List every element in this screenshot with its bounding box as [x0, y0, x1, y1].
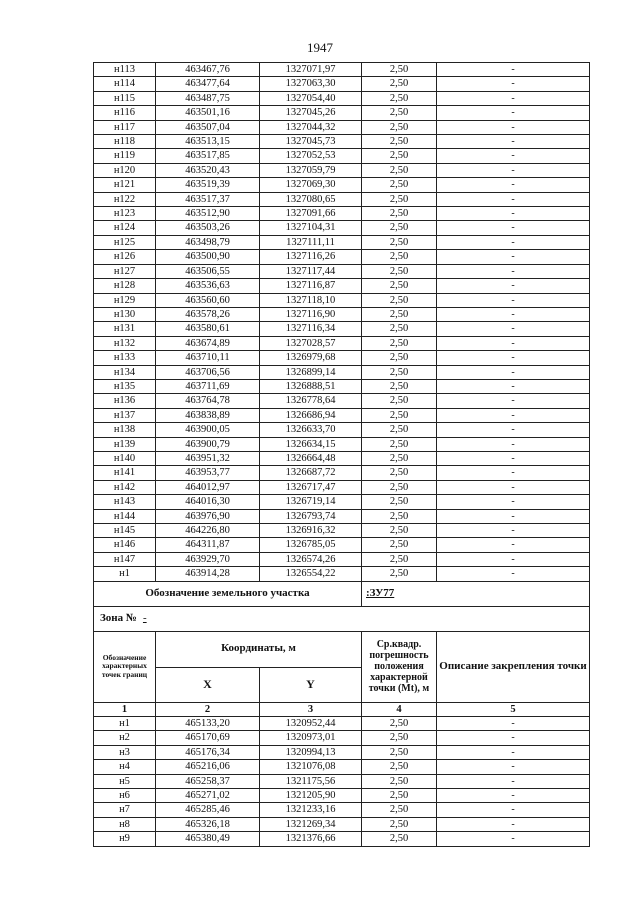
point-name-cell: н119 [94, 149, 156, 163]
x-coord-cell: 464226,80 [156, 524, 260, 538]
x-coord-cell: 463711,69 [156, 379, 260, 393]
error-cell: 2,50 [362, 567, 437, 581]
description-cell: - [437, 394, 590, 408]
x-coord-cell: 463536,63 [156, 279, 260, 293]
error-cell: 2,50 [362, 480, 437, 494]
x-coord-cell: 463501,16 [156, 106, 260, 120]
point-name-cell: н146 [94, 538, 156, 552]
x-coord-cell: 463929,70 [156, 552, 260, 566]
table-row [94, 731, 590, 745]
description-cell: - [437, 91, 590, 105]
coords-header: Координаты, м [156, 631, 362, 667]
description-cell: - [437, 379, 590, 393]
x-coord-cell: 463764,78 [156, 394, 260, 408]
y-coord-cell: 1326554,22 [260, 567, 362, 581]
point-name-cell: н3 [94, 745, 156, 759]
x-header: X [156, 667, 260, 702]
y-coord-cell: 1326785,05 [260, 538, 362, 552]
x-coord-cell: 463900,05 [156, 423, 260, 437]
y-coord-cell: 1326664,48 [260, 451, 362, 465]
x-coord-cell: 463520,43 [156, 163, 260, 177]
y-coord-cell: 1327116,34 [260, 322, 362, 336]
x-coord-cell: 464311,87 [156, 538, 260, 552]
error-cell: 2,50 [362, 832, 437, 846]
x-coord-cell: 463580,61 [156, 322, 260, 336]
table-row [94, 63, 590, 77]
y-coord-cell: 1327045,26 [260, 106, 362, 120]
y-coord-cell: 1326634,15 [260, 437, 362, 451]
description-cell: - [437, 336, 590, 350]
table-row [94, 149, 590, 163]
table-row [94, 552, 590, 566]
x-coord-cell: 463513,15 [156, 135, 260, 149]
error-cell: 2,50 [362, 466, 437, 480]
zone-label: Зона № [100, 611, 137, 624]
x-coord-cell: 465285,46 [156, 803, 260, 817]
y-coord-cell: 1327091,66 [260, 207, 362, 221]
description-cell: - [437, 293, 590, 307]
table-row [94, 91, 590, 105]
description-cell: - [437, 495, 590, 509]
y-coord-cell: 1321269,34 [260, 817, 362, 831]
y-coord-cell: 1320952,44 [260, 717, 362, 731]
error-cell: 2,50 [362, 524, 437, 538]
desc-header: Описание закрепления точки [437, 631, 590, 702]
column-number: 1 [94, 702, 156, 716]
error-cell: 2,50 [362, 77, 437, 91]
description-cell: - [437, 538, 590, 552]
point-name-cell: н130 [94, 307, 156, 321]
table-row [94, 760, 590, 774]
x-coord-cell: 464016,30 [156, 495, 260, 509]
column-number-row [94, 702, 590, 716]
table-row [94, 789, 590, 803]
parcel-section [94, 581, 590, 716]
description-cell: - [437, 106, 590, 120]
bottom-rows [94, 717, 590, 847]
point-name-cell: н138 [94, 423, 156, 437]
y-coord-cell: 1327044,32 [260, 120, 362, 134]
point-name-cell: н114 [94, 77, 156, 91]
y-coord-cell: 1327052,53 [260, 149, 362, 163]
x-coord-cell: 463506,55 [156, 264, 260, 278]
table-row [94, 379, 590, 393]
table-row [94, 207, 590, 221]
table-row [94, 817, 590, 831]
table-row [94, 235, 590, 249]
y-coord-cell: 1327104,31 [260, 221, 362, 235]
table-row [94, 336, 590, 350]
point-name-cell: н142 [94, 480, 156, 494]
x-coord-cell: 463560,60 [156, 293, 260, 307]
table-row [94, 745, 590, 759]
y-coord-cell: 1326793,74 [260, 509, 362, 523]
error-cell: 2,50 [362, 221, 437, 235]
table-row [94, 293, 590, 307]
x-coord-cell: 463512,90 [156, 207, 260, 221]
description-cell: - [437, 760, 590, 774]
table-row [94, 322, 590, 336]
x-coord-cell: 463498,79 [156, 235, 260, 249]
y-coord-cell: 1327069,30 [260, 178, 362, 192]
error-cell: 2,50 [362, 307, 437, 321]
error-cell: 2,50 [362, 163, 437, 177]
description-cell: - [437, 408, 590, 422]
description-cell: - [437, 817, 590, 831]
description-cell: - [437, 235, 590, 249]
error-cell: 2,50 [362, 394, 437, 408]
y-coord-cell: 1327116,26 [260, 250, 362, 264]
error-cell: 2,50 [362, 149, 437, 163]
page-number: 1947 [307, 40, 333, 55]
error-cell: 2,50 [362, 423, 437, 437]
x-coord-cell: 463951,32 [156, 451, 260, 465]
point-name-cell: н1 [94, 717, 156, 731]
x-coord-cell: 463519,39 [156, 178, 260, 192]
error-cell: 2,50 [362, 336, 437, 350]
error-cell: 2,50 [362, 437, 437, 451]
y-coord-cell: 1327028,57 [260, 336, 362, 350]
table-row [94, 221, 590, 235]
error-cell: 2,50 [362, 774, 437, 788]
y-coord-cell: 1327117,44 [260, 264, 362, 278]
point-name-cell: н147 [94, 552, 156, 566]
y-coord-cell: 1321233,16 [260, 803, 362, 817]
x-coord-cell: 463710,11 [156, 351, 260, 365]
description-cell: - [437, 365, 590, 379]
x-coord-cell: 463507,04 [156, 120, 260, 134]
error-cell: 2,50 [362, 379, 437, 393]
zone-row [94, 606, 590, 631]
table-row [94, 803, 590, 817]
y-coord-cell: 1320994,13 [260, 745, 362, 759]
y-coord-cell: 1326717,47 [260, 480, 362, 494]
description-cell: - [437, 437, 590, 451]
table-row [94, 135, 590, 149]
y-coord-cell: 1327116,90 [260, 307, 362, 321]
point-name-cell: н118 [94, 135, 156, 149]
point-name-cell: н5 [94, 774, 156, 788]
table-row [94, 192, 590, 206]
table-row [94, 351, 590, 365]
point-name-cell: н126 [94, 250, 156, 264]
description-cell: - [437, 774, 590, 788]
point-name-cell: н123 [94, 207, 156, 221]
table-row [94, 480, 590, 494]
x-coord-cell: 463578,26 [156, 307, 260, 321]
description-cell: - [437, 717, 590, 731]
y-coord-cell: 1327045,73 [260, 135, 362, 149]
table-row [94, 466, 590, 480]
description-cell: - [437, 207, 590, 221]
description-cell: - [437, 250, 590, 264]
point-name-cell: н6 [94, 789, 156, 803]
y-coord-cell: 1326687,72 [260, 466, 362, 480]
y-coord-cell: 1321076,08 [260, 760, 362, 774]
x-coord-cell: 465380,49 [156, 832, 260, 846]
x-coord-cell: 463503,26 [156, 221, 260, 235]
table-row [94, 509, 590, 523]
x-coord-cell: 463953,77 [156, 466, 260, 480]
description-cell: - [437, 163, 590, 177]
description-cell: - [437, 178, 590, 192]
point-name-cell: н1 [94, 567, 156, 581]
table-row [94, 717, 590, 731]
parcel-label: Обозначение земельного участка [94, 581, 362, 606]
table-row [94, 250, 590, 264]
point-name-cell: н135 [94, 379, 156, 393]
error-cell: 2,50 [362, 538, 437, 552]
x-coord-cell: 465216,06 [156, 760, 260, 774]
y-coord-cell: 1326719,14 [260, 495, 362, 509]
error-header: Ср.квадр. погрешность положения характерной точки (Mt), м [362, 631, 437, 702]
description-cell: - [437, 480, 590, 494]
error-cell: 2,50 [362, 495, 437, 509]
point-name-cell: н124 [94, 221, 156, 235]
y-coord-cell: 1326899,14 [260, 365, 362, 379]
point-label-header: Обозначение характерных точек границ [94, 631, 156, 702]
table-row [94, 77, 590, 91]
table-row [94, 106, 590, 120]
y-coord-cell: 1326778,64 [260, 394, 362, 408]
description-cell: - [437, 832, 590, 846]
description-cell: - [437, 567, 590, 581]
x-coord-cell: 465176,34 [156, 745, 260, 759]
y-coord-cell: 1326979,68 [260, 351, 362, 365]
error-cell: 2,50 [362, 451, 437, 465]
point-name-cell: н133 [94, 351, 156, 365]
error-cell: 2,50 [362, 279, 437, 293]
error-cell: 2,50 [362, 365, 437, 379]
x-coord-cell: 463914,28 [156, 567, 260, 581]
y-coord-cell: 1327118,10 [260, 293, 362, 307]
table-row [94, 120, 590, 134]
error-cell: 2,50 [362, 264, 437, 278]
y-coord-cell: 1326574,26 [260, 552, 362, 566]
x-coord-cell: 465170,69 [156, 731, 260, 745]
table-row [94, 178, 590, 192]
point-name-cell: н113 [94, 63, 156, 77]
description-cell: - [437, 524, 590, 538]
point-name-cell: н117 [94, 120, 156, 134]
top-rows [94, 63, 590, 582]
error-cell: 2,50 [362, 207, 437, 221]
description-cell: - [437, 423, 590, 437]
point-name-cell: н127 [94, 264, 156, 278]
x-coord-cell: 465133,20 [156, 717, 260, 731]
error-cell: 2,50 [362, 789, 437, 803]
description-cell: - [437, 731, 590, 745]
y-coord-cell: 1326916,32 [260, 524, 362, 538]
error-cell: 2,50 [362, 717, 437, 731]
y-coord-cell: 1327080,65 [260, 192, 362, 206]
point-name-cell: н143 [94, 495, 156, 509]
point-name-cell: н125 [94, 235, 156, 249]
point-name-cell: н116 [94, 106, 156, 120]
x-coord-cell: 463487,75 [156, 91, 260, 105]
table-row [94, 437, 590, 451]
table-row [94, 524, 590, 538]
x-coord-cell: 463838,89 [156, 408, 260, 422]
description-cell: - [437, 149, 590, 163]
y-coord-cell: 1327111,11 [260, 235, 362, 249]
table-row [94, 394, 590, 408]
y-coord-cell: 1326686,94 [260, 408, 362, 422]
table-row [94, 451, 590, 465]
column-number: 2 [156, 702, 260, 716]
table-row [94, 832, 590, 846]
y-coord-cell: 1327054,40 [260, 91, 362, 105]
x-coord-cell: 463900,79 [156, 437, 260, 451]
description-cell: - [437, 466, 590, 480]
error-cell: 2,50 [362, 817, 437, 831]
column-number: 5 [437, 702, 590, 716]
x-coord-cell: 463517,37 [156, 192, 260, 206]
y-coord-cell: 1326888,51 [260, 379, 362, 393]
error-cell: 2,50 [362, 120, 437, 134]
table-row [94, 495, 590, 509]
parcel-value: :ЗУ77 [362, 581, 590, 606]
description-cell: - [437, 322, 590, 336]
zone-value: - [142, 611, 147, 624]
error-cell: 2,50 [362, 192, 437, 206]
table-row [94, 423, 590, 437]
y-coord-cell: 1327063,30 [260, 77, 362, 91]
table-row [94, 163, 590, 177]
point-name-cell: н122 [94, 192, 156, 206]
description-cell: - [437, 77, 590, 91]
point-name-cell: н115 [94, 91, 156, 105]
parcel-row [94, 581, 590, 606]
error-cell: 2,50 [362, 509, 437, 523]
point-name-cell: н136 [94, 394, 156, 408]
x-coord-cell: 463517,85 [156, 149, 260, 163]
point-name-cell: н132 [94, 336, 156, 350]
error-cell: 2,50 [362, 322, 437, 336]
description-cell: - [437, 351, 590, 365]
point-name-cell: н2 [94, 731, 156, 745]
point-name-cell: н128 [94, 279, 156, 293]
y-coord-cell: 1326633,70 [260, 423, 362, 437]
x-coord-cell: 463976,90 [156, 509, 260, 523]
point-name-cell: н121 [94, 178, 156, 192]
error-cell: 2,50 [362, 250, 437, 264]
error-cell: 2,50 [362, 91, 437, 105]
table-row [94, 365, 590, 379]
error-cell: 2,50 [362, 745, 437, 759]
point-name-cell: н131 [94, 322, 156, 336]
description-cell: - [437, 264, 590, 278]
error-cell: 2,50 [362, 803, 437, 817]
zone-cell [94, 606, 260, 631]
y-coord-cell: 1321376,66 [260, 832, 362, 846]
description-cell: - [437, 279, 590, 293]
description-cell: - [437, 509, 590, 523]
description-cell: - [437, 803, 590, 817]
point-name-cell: н137 [94, 408, 156, 422]
point-name-cell: н120 [94, 163, 156, 177]
point-name-cell: н4 [94, 760, 156, 774]
description-cell: - [437, 135, 590, 149]
y-coord-cell: 1321205,90 [260, 789, 362, 803]
point-name-cell: н134 [94, 365, 156, 379]
description-cell: - [437, 120, 590, 134]
table-row [94, 408, 590, 422]
error-cell: 2,50 [362, 135, 437, 149]
x-coord-cell: 463674,89 [156, 336, 260, 350]
x-coord-cell: 463706,56 [156, 365, 260, 379]
y-coord-cell: 1327059,79 [260, 163, 362, 177]
error-cell: 2,50 [362, 760, 437, 774]
header-row-1 [94, 631, 590, 667]
point-name-cell: н144 [94, 509, 156, 523]
x-coord-cell: 463467,76 [156, 63, 260, 77]
description-cell: - [437, 221, 590, 235]
error-cell: 2,50 [362, 408, 437, 422]
error-cell: 2,50 [362, 178, 437, 192]
column-number: 4 [362, 702, 437, 716]
description-cell: - [437, 552, 590, 566]
error-cell: 2,50 [362, 552, 437, 566]
x-coord-cell: 465271,02 [156, 789, 260, 803]
error-cell: 2,50 [362, 106, 437, 120]
table-row [94, 279, 590, 293]
error-cell: 2,50 [362, 351, 437, 365]
x-coord-cell: 465326,18 [156, 817, 260, 831]
description-cell: - [437, 745, 590, 759]
error-cell: 2,50 [362, 293, 437, 307]
x-coord-cell: 463477,64 [156, 77, 260, 91]
y-coord-cell: 1327071,97 [260, 63, 362, 77]
point-name-cell: н129 [94, 293, 156, 307]
description-cell: - [437, 789, 590, 803]
point-name-cell: н141 [94, 466, 156, 480]
column-number: 3 [260, 702, 362, 716]
y-coord-cell: 1327116,87 [260, 279, 362, 293]
x-coord-cell: 465258,37 [156, 774, 260, 788]
table-row [94, 567, 590, 581]
y-coord-cell: 1320973,01 [260, 731, 362, 745]
y-header: Y [260, 667, 362, 702]
zone-empty [260, 606, 590, 631]
table-row [94, 774, 590, 788]
point-name-cell: н145 [94, 524, 156, 538]
x-coord-cell: 464012,97 [156, 480, 260, 494]
description-cell: - [437, 63, 590, 77]
description-cell: - [437, 307, 590, 321]
point-name-cell: н9 [94, 832, 156, 846]
error-cell: 2,50 [362, 63, 437, 77]
y-coord-cell: 1321175,56 [260, 774, 362, 788]
description-cell: - [437, 192, 590, 206]
point-name-cell: н7 [94, 803, 156, 817]
error-cell: 2,50 [362, 235, 437, 249]
point-name-cell: н8 [94, 817, 156, 831]
error-cell: 2,50 [362, 731, 437, 745]
description-cell: - [437, 451, 590, 465]
point-name-cell: н140 [94, 451, 156, 465]
x-coord-cell: 463500,90 [156, 250, 260, 264]
table-row [94, 538, 590, 552]
table-row [94, 264, 590, 278]
point-name-cell: н139 [94, 437, 156, 451]
table-row [94, 307, 590, 321]
coordinates-table [93, 62, 590, 847]
